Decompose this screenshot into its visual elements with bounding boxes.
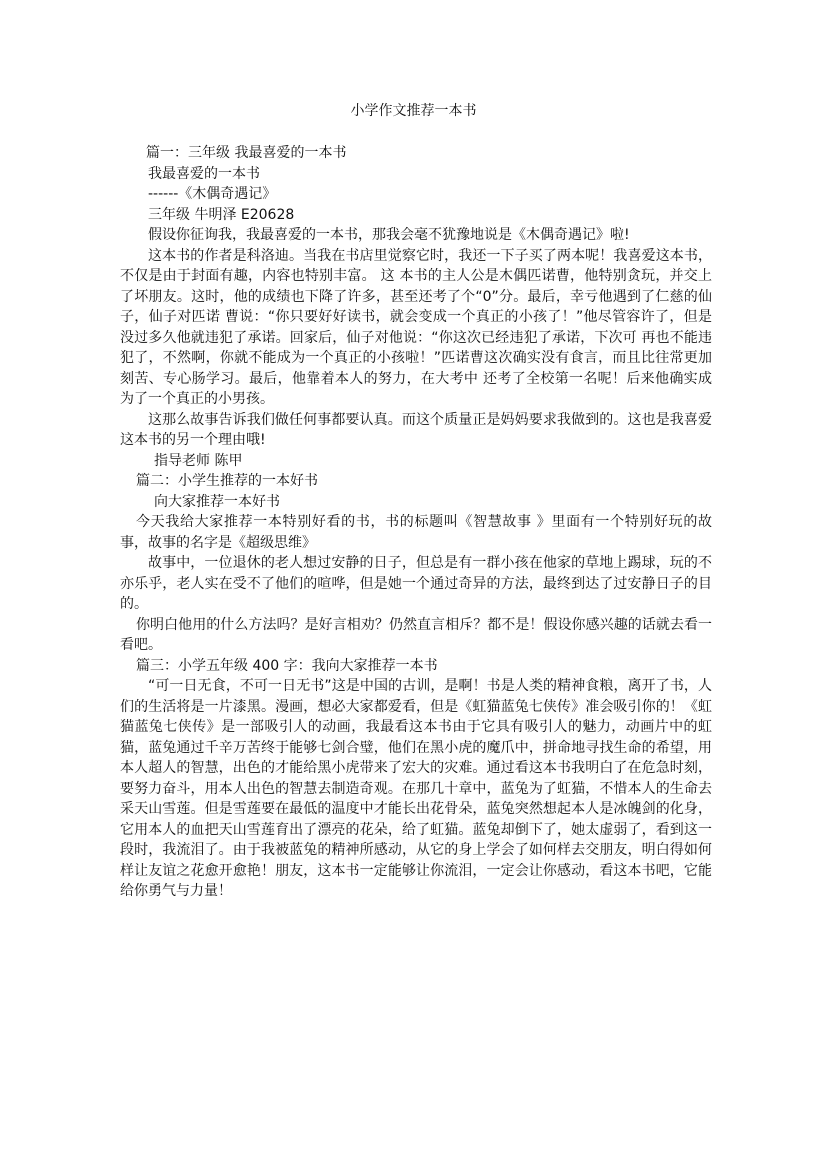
section-heading-1: 篇一：三年级 我最喜爱的一本书 <box>146 145 347 161</box>
paragraph: 假设你征询我，我最喜爱的一本书，那我会毫不犹豫地说是《木偶奇遇记》啦! <box>148 227 630 243</box>
book-name-line: ------《木偶奇遇记》 <box>148 186 277 202</box>
author-line: 三年级 牛明泽 E20628 <box>148 206 295 223</box>
paragraph: 故事中，一位退休的老人想过安静的日子，但总是有一群小孩在他家的草地上踢球，玩的不亦乐乎，老人实在受不了他们的喧哗，但是她一个通过奇异的方法，最终到达了过安静日子的目的。 <box>120 555 712 612</box>
document-body <box>120 143 712 902</box>
teacher-line: 指导老师 陈甲 <box>154 452 243 469</box>
essay-title-2: 向大家推荐一本好书 <box>154 493 280 510</box>
essay-title-1: 我最喜爱的一本书 <box>148 165 260 182</box>
paragraph: “可一日无食，不可一日无书”这是中国的古训，是啊！书是人类的精神食粮，离开了书，人们的生活将是一片漆黑。漫画，想必大家都爱看，但是《虹猫蓝兔七侠传》准会吸引你的！《虹猫蓝兔七侠传》是一部吸引人的动画，我最看这本书由于它具有吸引人的魅力，动画片中的虹猫，蓝兔通过千辛万苦终于能够七剑合璧，他们在黑小虎的魔爪中，拼命地寻找生命的希望，用本人超人的智慧，出色的才能给黑小虎带来了宏大的灾难。通过看这本书我明白了在危急时刻，要努力奋斗，用本人出色的智慧去制造奇观。在那几十章中，蓝兔为了虹猫，不惜本人的生命去采天山雪莲。但是雪莲要在最低的温度中才能长出花骨朵，蓝兔突然想起本人是冰魄剑的化身，它用本人的血把天山雪莲育出了漂亮的花朵，给了虹猫。蓝兔却倒下了，她太虚弱了，看到这一段时，我流泪了。由于我被蓝兔的精神所感动，从它的身上学会了如何样去交朋友，明白得如何样让友谊之花愈开愈艳！朋友，这本书一定能够让你流泪，一定会让你感动，看这本书吧，它能给你勇气与力量！ <box>120 678 712 899</box>
paragraph: 今天我给大家推荐一本特别好看的书，书的标题叫《智慧故事 》里面有一个特别好玩的故事，故事的名字是《超级思维》 <box>120 514 712 551</box>
document-title: 小学作文推荐一本书 <box>350 103 477 119</box>
paragraph: 这本书的作者是科洛迪。当我在书店里觉察它时，我还一下子买了两本呢！我喜爱这本书，不仅是由于封面有趣，内容也特别丰富。 这 本书的主人公是木偶匹诺曹，他特别贪玩，并交上了坏朋友。这时，他的成绩也下降了许多，甚至还考了个“0”分。最后，幸亏他遇到了仁慈的仙子，仙子对匹诺 曹说：“你只要好好读书，就会变成一个真正的小孩了！”他尽管容许了，但是没过多久他就违犯了承诺。回家后，仙子对他说：“你这次已经违犯了承诺，下次可 再也不能违犯了，不然啊，你就不能成为一个真正的小孩啦！”匹诺曹这次确实没有食言，而且比往常更加刻苦、专心肠学习。最后，他靠着本人的努力，在大考中 还考了全校第一名呢！后来他确实成为了一个真正的小男孩。 <box>120 247 712 407</box>
paragraph: 这那么故事告诉我们做任何事都要认真。而这个质量正是妈妈要求我做到的。这也是我喜爱这本书的另一个理由哦! <box>120 411 712 448</box>
section-heading-3: 篇三：小学五年级 400 字：我向大家推荐一本书 <box>136 657 438 674</box>
section-heading-2: 篇二：小学生推荐的一本好书 <box>136 473 318 489</box>
paragraph: 你明白他用的什么方法吗？是好言相劝？仍然直言相斥？都不是！假设你感兴趣的话就去看一看吧。 <box>120 616 712 653</box>
